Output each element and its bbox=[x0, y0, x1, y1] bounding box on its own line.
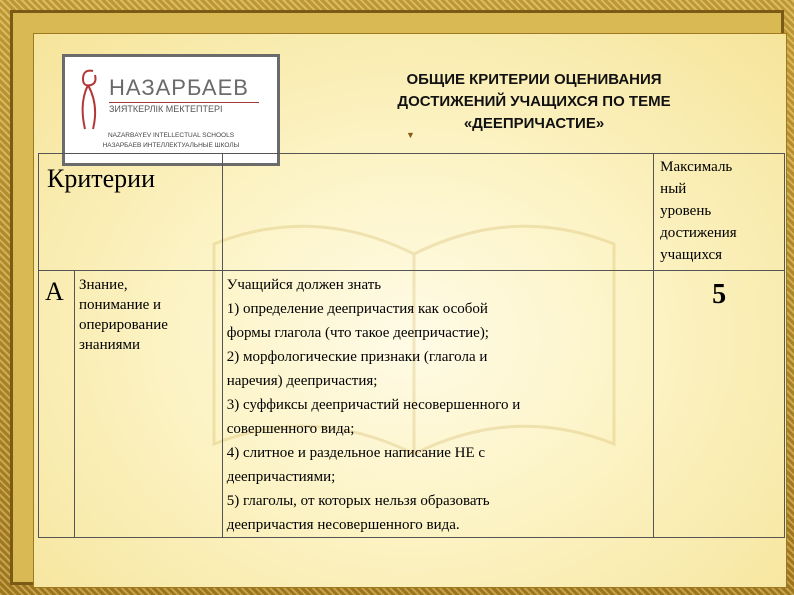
category-line: знаниями bbox=[78, 337, 141, 353]
criterion-letter: А bbox=[39, 271, 75, 538]
max-level-line: достижения bbox=[660, 225, 737, 241]
criteria-table bbox=[38, 153, 785, 538]
category-line: оперирование bbox=[78, 317, 168, 333]
table-header-row bbox=[39, 154, 785, 271]
category-line: Знание, bbox=[78, 277, 128, 293]
table-row bbox=[39, 271, 785, 538]
slide-page bbox=[33, 33, 787, 588]
content-line: деепричастиями; bbox=[226, 469, 336, 485]
school-logo bbox=[62, 54, 280, 166]
header-criteria: Критерии bbox=[39, 154, 223, 271]
title-line-1: ОБЩИЕ КРИТЕРИИ ОЦЕНИВАНИЯ bbox=[406, 71, 662, 88]
criterion-category bbox=[74, 271, 222, 538]
max-level-line: учащихся bbox=[660, 247, 723, 263]
triangle-down-icon: ▼ bbox=[406, 130, 415, 140]
header-max-level bbox=[654, 154, 785, 271]
logo-subtitle: ЗИЯТКЕРЛІК МЕКТЕПТЕРІ bbox=[109, 102, 259, 114]
title-line-2: ДОСТИЖЕНИЙ УЧАЩИХСЯ ПО ТЕМЕ bbox=[397, 93, 671, 110]
logo-tagline bbox=[75, 131, 267, 151]
frame-inner-border bbox=[10, 10, 784, 585]
content-line: 2) морфологические признаки (глагола и bbox=[226, 349, 488, 365]
criterion-max-level: 5 bbox=[654, 271, 785, 538]
content-line: формы глагола (что такое деепричастие); bbox=[226, 325, 489, 341]
logo-line-english: NAZARBAYEV INTELLECTUAL SCHOOLS bbox=[107, 132, 235, 139]
content-line: 1) определение деепричастия как особой bbox=[226, 301, 488, 317]
max-level-line: ный bbox=[660, 181, 687, 197]
content-line: наречия) деепричастия; bbox=[226, 373, 378, 389]
content-line: 3) суффиксы деепричастий несовершенного и bbox=[226, 397, 521, 413]
title-line-3: «ДЕЕПРИЧАСТИЕ» bbox=[463, 115, 605, 132]
content-line: 5) глаголы, от которых нельзя образовать bbox=[226, 493, 490, 509]
content-line: деепричастия несовершенного вида. bbox=[226, 517, 460, 533]
max-level-line: Максималь bbox=[660, 159, 733, 175]
logo-name: НАЗАРБАЕВ bbox=[109, 75, 249, 100]
criterion-content bbox=[222, 271, 653, 538]
category-line: понимание и bbox=[78, 297, 162, 313]
max-level-line: уровень bbox=[660, 203, 712, 219]
page-title bbox=[334, 69, 734, 135]
content-line: совершенного вида; bbox=[226, 421, 355, 437]
header-empty-cell bbox=[222, 154, 653, 271]
content-line: 4) слитное и раздельное написание НЕ с bbox=[226, 445, 486, 461]
logo-emblem-icon bbox=[73, 63, 103, 133]
logo-line-russian: НАЗАРБАЕВ ИНТЕЛЛЕКТУАЛЬНЫЕ ШКОЛЫ bbox=[102, 142, 240, 149]
content-line: Учащийся должен знать bbox=[226, 277, 382, 293]
